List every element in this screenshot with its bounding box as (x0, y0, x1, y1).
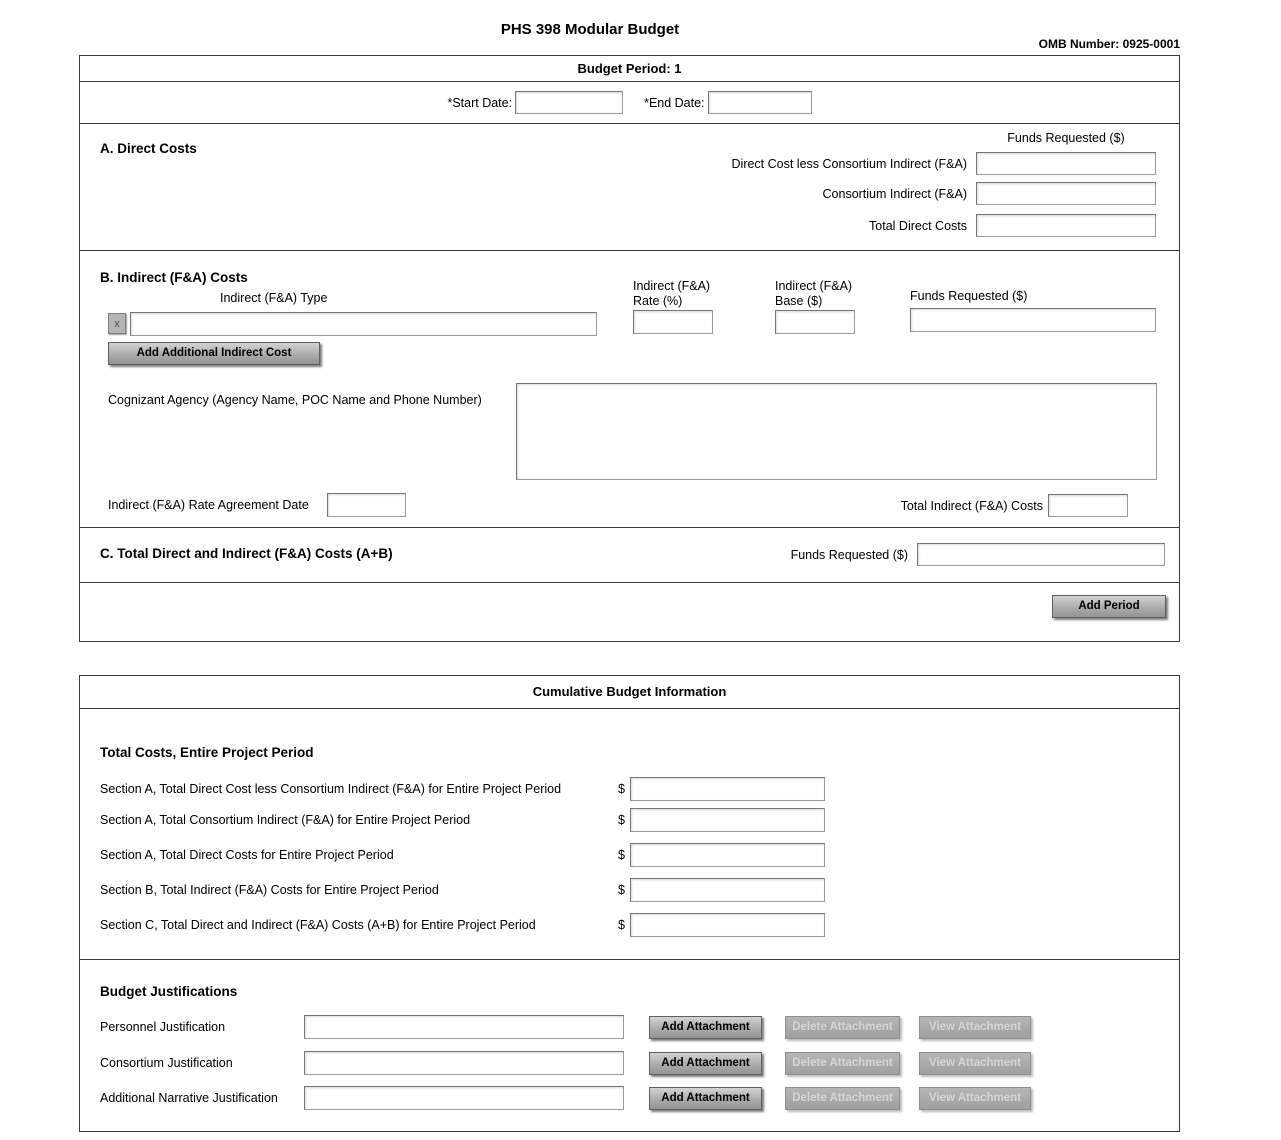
consortium-indirect-input[interactable] (976, 182, 1156, 205)
cumulative-row (100, 777, 825, 801)
narrative-view-attachment-button: View Attachment (919, 1087, 1031, 1110)
narrative-delete-attachment-button: Delete Attachment (785, 1087, 900, 1110)
additional-narrative-justification-label: Additional Narrative Justification (100, 1091, 278, 1105)
personnel-add-attachment-button[interactable]: Add Attachment (649, 1016, 762, 1039)
total-costs-title: Total Costs, Entire Project Period (100, 745, 314, 760)
budget-period-header: Budget Period: 1 (80, 56, 1179, 82)
total-indirect-costs-row (901, 494, 1128, 517)
section-c-funds-input[interactable] (917, 543, 1165, 566)
cumulative-row (100, 878, 825, 902)
cumulative-row (100, 843, 825, 867)
total-direct-and-indirect-entire-input[interactable] (630, 913, 825, 937)
cumulative-row-label: Section B, Total Indirect (F&A) Costs for Entire Project Period (100, 883, 439, 897)
section-c-funds-row (791, 543, 1165, 566)
cumulative-row (100, 913, 825, 937)
cumulative-budget-section (79, 675, 1180, 1132)
form-row (823, 182, 1156, 205)
rate-agreement-date-row (108, 493, 406, 517)
total-indirect-costs-input[interactable] (1048, 494, 1128, 517)
direct-cost-less-consortium-input[interactable] (976, 152, 1156, 175)
total-costs-section (80, 709, 1179, 960)
budget-justifications-section (80, 960, 1179, 1131)
cumulative-header: Cumulative Budget Information (80, 676, 1179, 709)
additional-narrative-justification-row (100, 1086, 1031, 1110)
personnel-delete-attachment-button: Delete Attachment (785, 1016, 900, 1039)
dollar-sign: $ (618, 883, 625, 897)
dollar-sign: $ (618, 848, 625, 862)
indirect-base-input[interactable] (775, 310, 855, 334)
consortium-justification-input[interactable] (304, 1051, 624, 1075)
cumulative-row-label: Section A, Total Direct Cost less Consortium Indirect (F&A) for Entire Project Period (100, 782, 562, 796)
section-c-title: C. Total Direct and Indirect (F&A) Costs (A+B) (100, 546, 393, 561)
funds-requested-header: Funds Requested ($) (1007, 131, 1125, 145)
date-row (80, 82, 1179, 124)
page-title: PHS 398 Modular Budget (500, 21, 680, 38)
section-a-direct-costs (80, 124, 1179, 251)
period-footer (80, 583, 1179, 641)
consortium-justification-label: Consortium Justification (100, 1056, 233, 1070)
indirect-rate-header-line1: Indirect (F&A) (633, 279, 711, 293)
additional-narrative-justification-input[interactable] (304, 1086, 624, 1110)
budget-justifications-title: Budget Justifications (100, 984, 238, 999)
indirect-funds-requested-input[interactable] (910, 308, 1156, 332)
indirect-rate-header-line2: Rate (%) (633, 294, 683, 308)
total-direct-costs-label: Total Direct Costs (869, 218, 967, 233)
section-a-title: A. Direct Costs (100, 141, 197, 156)
personnel-justification-input[interactable] (304, 1015, 624, 1039)
cumulative-row-label: Section C, Total Direct and Indirect (F&A) Costs (A+B) for Entire Project Period (100, 918, 536, 932)
rate-agreement-date-label: Indirect (F&A) Rate Agreement Date (108, 498, 309, 512)
consortium-justification-row (100, 1051, 1031, 1075)
cognizant-agency-textarea[interactable] (516, 383, 1157, 480)
indirect-base-header-line2: Base ($) (775, 294, 823, 308)
end-date-label: *End Date: (644, 95, 705, 110)
rate-agreement-date-input[interactable] (327, 493, 406, 517)
indirect-rate-input[interactable] (633, 310, 713, 334)
consortium-view-attachment-button: View Attachment (919, 1052, 1031, 1075)
indirect-base-header-line1: Indirect (F&A) (775, 279, 853, 293)
budget-period-form (79, 55, 1180, 642)
form-row (869, 214, 1156, 237)
add-additional-indirect-cost-button[interactable]: Add Additional Indirect Cost (108, 342, 320, 365)
section-c-total-costs (80, 528, 1179, 583)
indirect-type-input[interactable] (130, 312, 597, 336)
add-period-button[interactable]: Add Period (1052, 595, 1166, 618)
cognizant-agency-label: Cognizant Agency (Agency Name, POC Name and Phone Number) (108, 393, 482, 407)
indirect-base-header (775, 279, 852, 309)
indirect-rate-header (633, 279, 710, 309)
cumulative-row (100, 808, 825, 832)
total-direct-costs-entire-input[interactable] (630, 843, 825, 867)
personnel-justification-label: Personnel Justification (100, 1020, 226, 1034)
cumulative-row-label: Section A, Total Consortium Indirect (F&A) for Entire Project Period (100, 813, 471, 827)
remove-indirect-cost-button[interactable]: x (108, 313, 126, 334)
dollar-sign: $ (618, 813, 625, 827)
omb-number: OMB Number: 0925-0001 (1038, 37, 1180, 51)
total-indirect-costs-label: Total Indirect (F&A) Costs (900, 498, 1043, 513)
form-row (732, 152, 1156, 175)
start-date-input[interactable] (515, 91, 623, 114)
narrative-add-attachment-button[interactable]: Add Attachment (649, 1087, 762, 1110)
dollar-sign: $ (618, 918, 625, 932)
total-direct-less-consortium-entire-input[interactable] (630, 777, 825, 801)
section-c-funds-label: Funds Requested ($) (790, 547, 908, 562)
personnel-justification-row (100, 1015, 1031, 1039)
end-date-input[interactable] (708, 91, 812, 114)
total-consortium-indirect-entire-input[interactable] (630, 808, 825, 832)
dollar-sign: $ (618, 782, 625, 796)
start-date-label: *Start Date: (447, 95, 513, 110)
total-indirect-costs-entire-input[interactable] (630, 878, 825, 902)
consortium-delete-attachment-button: Delete Attachment (785, 1052, 900, 1075)
cumulative-row-label: Section A, Total Direct Costs for Entire Project Period (100, 848, 394, 862)
direct-cost-less-consortium-label: Direct Cost less Consortium Indirect (F&A) (731, 156, 967, 171)
indirect-type-header: Indirect (F&A) Type (220, 291, 328, 305)
personnel-view-attachment-button: View Attachment (919, 1016, 1031, 1039)
consortium-indirect-label: Consortium Indirect (F&A) (822, 186, 967, 201)
total-direct-costs-input[interactable] (976, 214, 1156, 237)
section-b-indirect-costs (80, 251, 1179, 528)
funds-requested-header-b: Funds Requested ($) (910, 289, 1028, 303)
section-b-title: B. Indirect (F&A) Costs (100, 270, 248, 285)
consortium-add-attachment-button[interactable]: Add Attachment (649, 1052, 762, 1075)
